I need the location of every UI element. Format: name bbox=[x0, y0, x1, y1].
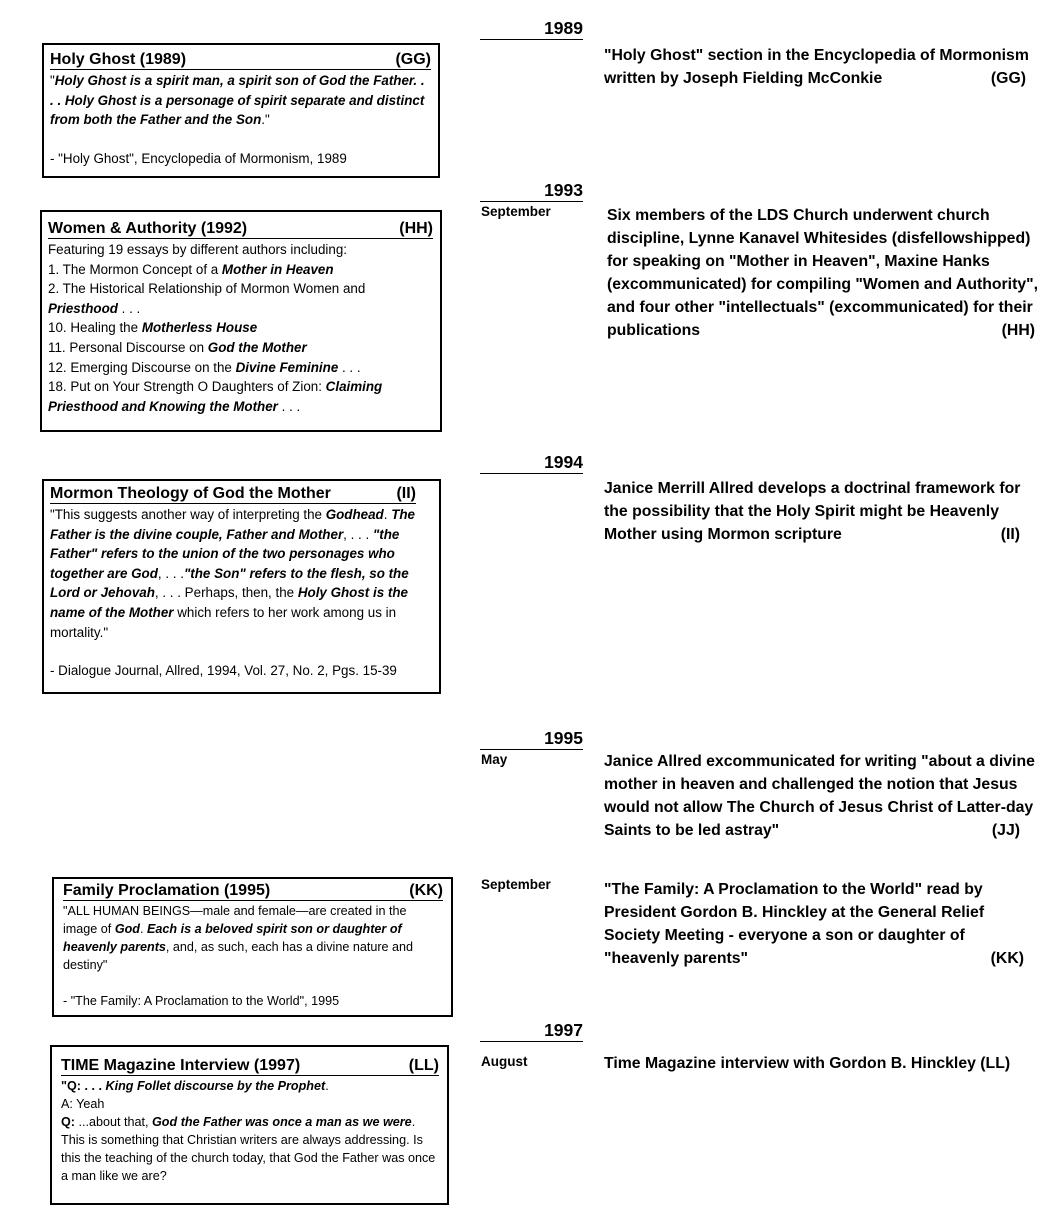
box-quote: "This suggests another way of interpreting the Godhead. The Father is the divine couple, Father and Mother, . . . "the Father" refers to the union of the two personages who together are God, . . ."the Son" refers to the flesh, so the Lord or Jehovah, . . . Perhaps, then, the Holy Ghost is the name of the Mother which refers to her work among us in mortality." bbox=[50, 507, 415, 640]
event-1989: "Holy Ghost" section in the Encyclopedia of Mormonism written by Joseph Fielding McConkie (GG) bbox=[604, 44, 1044, 90]
box-title: Women & Authority (1992) bbox=[48, 220, 248, 237]
box-header bbox=[61, 1057, 439, 1076]
box-intro: Featuring 19 essays by different authors including: bbox=[48, 242, 347, 257]
event-1993: Six members of the LDS Church underwent church discipline, Lynne Kanavel Whitesides (disfellowshipped) for speaking on "Mother in Heaven", Maxine Hanks (excommunicated) for compiling "Women and Authority", and four other "intellectuals" (excommunicated) for their publications (HH) bbox=[607, 204, 1047, 342]
box-source: - Dialogue Journal, Allred, 1994, Vol. 27, No. 2, Pgs. 15-39 bbox=[50, 663, 397, 679]
list-item: 2. The Historical Relationship of Mormon Women and Priesthood . . . bbox=[48, 281, 366, 316]
list-item: 18. Put on Your Strength O Daughters of Zion: Claiming Priesthood and Knowing the Mother . . . bbox=[48, 379, 383, 414]
year-label: 1993 bbox=[480, 180, 583, 202]
year-label: 1989 bbox=[480, 18, 583, 40]
list-item: 1. The Mormon Concept of a Mother in Heaven bbox=[48, 261, 334, 277]
box-header bbox=[50, 485, 416, 504]
women-authority-box bbox=[40, 210, 442, 432]
list-item: 11. Personal Discourse on God the Mother bbox=[48, 339, 307, 355]
box-header bbox=[63, 882, 443, 901]
box-header bbox=[48, 220, 433, 239]
box-tag: (KK) bbox=[409, 882, 443, 899]
theology-box bbox=[42, 479, 441, 694]
month-label: September bbox=[481, 877, 551, 892]
box-tag: (HH) bbox=[399, 220, 433, 237]
box-tag: (II) bbox=[396, 485, 416, 502]
event-1995-may: Janice Allred excommunicated for writing "about a divine mother in heaven and challenged the notion that Jesus would not allow The Church of Jesus Christ of Latter-day Saints to be led astray" (JJ) bbox=[604, 750, 1044, 842]
list-item: 10. Healing the Motherless House bbox=[48, 320, 258, 336]
box-title: TIME Magazine Interview (1997) bbox=[61, 1057, 301, 1074]
event-1994: Janice Merrill Allred develops a doctrinal framework for the possibility that the Holy Spirit might be Heavenly Mother using Mormon scripture (II) bbox=[604, 477, 1044, 546]
event-1997: Time Magazine interview with Gordon B. Hinckley (LL) bbox=[604, 1055, 1011, 1072]
month-label: September bbox=[481, 204, 551, 219]
box-title: Mormon Theology of God the Mother bbox=[50, 485, 331, 502]
box-quote: "ALL HUMAN BEINGS—male and female—are created in the image of God. Each is a beloved spirit son or daughter of heavenly parents, and, as such, each has a divine nature and destiny" bbox=[63, 904, 414, 972]
holy-ghost-box bbox=[42, 43, 440, 178]
event-tag: (HH) bbox=[1001, 322, 1035, 339]
box-tag: (LL) bbox=[408, 1057, 439, 1074]
box-quote: "Q: . . . King Follet discourse by the Prophet. bbox=[61, 1079, 329, 1093]
event-1995-september: "The Family: A Proclamation to the World" read by President Gordon B. Hinckley at the General Relief Society Meeting - everyone a son or daughter of "heavenly parents" (KK) bbox=[604, 878, 1044, 970]
event-tag: (JJ) bbox=[991, 822, 1020, 839]
box-tag: (GG) bbox=[395, 51, 431, 68]
list-item: 12. Emerging Discourse on the Divine Feminine . . . bbox=[48, 359, 361, 375]
event-tag: (II) bbox=[1000, 526, 1020, 543]
year-label: 1995 bbox=[480, 728, 583, 750]
box-title: Holy Ghost (1989) bbox=[50, 51, 187, 68]
year-label: 1997 bbox=[480, 1020, 583, 1042]
box-source: - "Holy Ghost", Encyclopedia of Mormonism, 1989 bbox=[50, 150, 347, 166]
box-quote: "Holy Ghost is a spirit man, a spirit son of God the Father. . . . Holy Ghost is a personage of spirit separate and distinct from both the Father and the Son." bbox=[50, 73, 425, 128]
box-title: Family Proclamation (1995) bbox=[63, 882, 271, 899]
year-label: 1994 bbox=[480, 452, 583, 474]
event-tag: (GG) bbox=[990, 70, 1026, 87]
box-header bbox=[50, 51, 431, 70]
box-answer: A: Yeah bbox=[61, 1097, 105, 1111]
event-tag: (KK) bbox=[990, 950, 1024, 967]
proclamation-box bbox=[52, 877, 453, 1017]
month-label: August bbox=[481, 1054, 528, 1069]
box-question: Q: ...about that, God the Father was once a man as we were. This is something that Christian writers are always addressing. Is this the teaching of the church today, that God the Father was once a man like we are? bbox=[61, 1115, 436, 1183]
month-label: May bbox=[481, 752, 508, 767]
time-box bbox=[50, 1045, 449, 1205]
box-source: - "The Family: A Proclamation to the World", 1995 bbox=[63, 994, 340, 1008]
